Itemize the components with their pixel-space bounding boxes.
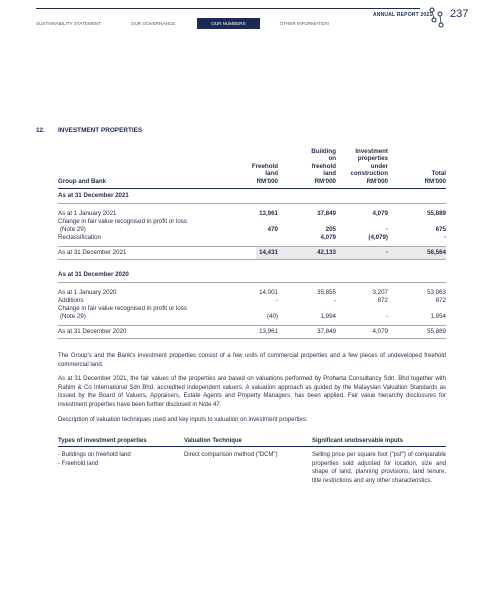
col-header-total: Total RM'000 bbox=[424, 170, 446, 185]
row-label: As at 1 January 2021 bbox=[58, 210, 117, 217]
table-row bbox=[58, 305, 446, 313]
row-label: Change in fair value recognised in profit or loss bbox=[58, 218, 187, 225]
nav-tab-governance[interactable]: OUR GOVERNANCE bbox=[131, 21, 176, 26]
cell: 55,889 bbox=[427, 210, 446, 217]
section-number: 12. bbox=[36, 127, 45, 134]
col-header-freehold-land: Freehold land RM'000 bbox=[251, 162, 278, 185]
cell: 872 bbox=[377, 297, 388, 304]
cell: 4,079 bbox=[372, 328, 388, 335]
table-row bbox=[58, 313, 446, 321]
paragraph: Description of valuation techniques used and key inputs to valuation on investment properties: bbox=[58, 416, 308, 423]
valuation-table-header bbox=[58, 436, 446, 447]
header-technique: Valuation Technique bbox=[184, 438, 242, 444]
cell: 4,079 bbox=[372, 210, 388, 217]
paragraph: The Group's and the Bank's investment properties consist of a few units of commercial properties and a few pieces of undeveloped freehold commercial land. bbox=[58, 353, 446, 368]
section-title bbox=[36, 127, 142, 134]
row-label: As at 31 December 2021 bbox=[58, 249, 127, 256]
cell: - bbox=[385, 249, 388, 256]
cell: 205 bbox=[325, 226, 336, 233]
col-header-building: Building on freehold land RM'000 bbox=[311, 147, 336, 185]
cell: 14,001 bbox=[259, 289, 278, 296]
top-rule bbox=[36, 8, 420, 9]
total-row-shade bbox=[256, 247, 446, 259]
cell: 470 bbox=[267, 226, 278, 233]
block-2021-heading: As at 31 December 2021 bbox=[58, 189, 446, 204]
paragraph: As at 31 December 2021, the fair values of the properties are based on valuations performed by Proharta Consultancy Sdn. Bhd together with Rahim & Co International Sdn Bhd, accredited independent valuers. A valuation approach as guided by the Malaysian Valuation Standards as issued by the Board of Valuers, Appraisers, Estate Agents and Property Managers, has been applied. Fair value hierarchy disclosures for investment properties have been further disclosed in Note 47. bbox=[58, 376, 446, 408]
row-label: (Note 29) bbox=[60, 313, 86, 320]
cell: 4,079 bbox=[320, 234, 336, 241]
cell: 1,994 bbox=[320, 313, 336, 320]
type-item: - Freehold land bbox=[58, 460, 99, 467]
table-header bbox=[58, 144, 446, 189]
block-2020-heading: As at 31 December 2020 bbox=[58, 268, 446, 283]
technique-cell: Direct comparison method ("DCM") bbox=[184, 452, 278, 458]
cell: - bbox=[443, 234, 446, 241]
row-label: As at 1 January 2020 bbox=[58, 289, 117, 296]
row-label: (Note 29) bbox=[60, 226, 86, 233]
cell: 55,889 bbox=[427, 328, 446, 335]
table-row bbox=[58, 218, 446, 226]
valuation-table-body bbox=[58, 451, 446, 521]
row-label: Change in fair value recognised in profit or loss bbox=[58, 305, 187, 312]
cell: 675 bbox=[435, 226, 446, 233]
cell: 13,961 bbox=[259, 210, 278, 217]
cell: (40) bbox=[266, 313, 278, 320]
annual-report-label: ANNUAL REPORT 2021 bbox=[373, 12, 433, 18]
cell: - bbox=[333, 297, 336, 304]
page-number: 237 bbox=[450, 8, 469, 20]
nav-tab-our-numbers[interactable]: OUR NUMBERS bbox=[197, 18, 259, 29]
cell: - bbox=[385, 226, 388, 233]
table-row bbox=[58, 289, 446, 297]
row-label: Additions bbox=[58, 297, 84, 304]
total-row-2021 bbox=[58, 246, 446, 260]
table-row bbox=[58, 234, 446, 242]
cell: 56,564 bbox=[427, 249, 446, 256]
table-row bbox=[58, 226, 446, 234]
cell: 37,849 bbox=[317, 210, 336, 217]
cell: 37,849 bbox=[317, 328, 336, 335]
cell: 14,431 bbox=[259, 249, 278, 256]
header-inputs: Significant unobservable inputs bbox=[312, 438, 404, 444]
row-label: As at 31 December 2020 bbox=[58, 328, 127, 335]
report-logo-icon bbox=[428, 6, 446, 30]
inputs-cell: Selling price per square foot ("psf") of comparable properties sold adjusted for location, size and shape of land, planning provisions, land tenure, title restrictions and any other characteristics. bbox=[312, 452, 446, 484]
cell: 42,133 bbox=[317, 249, 336, 256]
notes-paragraphs bbox=[58, 352, 446, 430]
type-item: - Buildings on freehold land bbox=[58, 452, 131, 458]
table-row bbox=[58, 210, 446, 218]
cell: (4,079) bbox=[368, 234, 388, 241]
cell: 13,961 bbox=[259, 328, 278, 335]
section-nav bbox=[36, 18, 359, 29]
cell: 35,855 bbox=[317, 289, 336, 296]
row-label: Reclassification bbox=[58, 234, 101, 241]
cell: - bbox=[275, 297, 278, 304]
cell: 872 bbox=[435, 297, 446, 304]
cell: - bbox=[385, 313, 388, 320]
valuation-techniques-table bbox=[58, 436, 446, 521]
cell: 53,063 bbox=[427, 289, 446, 296]
investment-properties-table bbox=[58, 144, 446, 339]
cell: 1,954 bbox=[430, 313, 446, 320]
types-cell bbox=[58, 451, 131, 468]
header-types: Types of investment properties bbox=[58, 438, 147, 444]
nav-tab-sustainability[interactable]: SUSTAINABILITY STATEMENT bbox=[36, 21, 102, 26]
table-row bbox=[58, 297, 446, 305]
nav-tab-other-information[interactable]: OTHER INFORMATION bbox=[279, 21, 329, 26]
section-title-text: INVESTMENT PROPERTIES bbox=[58, 127, 143, 134]
cell: 3,207 bbox=[372, 289, 388, 296]
col-header-under-construction: Investment properties under construction RM'000 bbox=[350, 147, 388, 185]
row-header-label: Group and Bank bbox=[58, 178, 107, 185]
total-row-2020 bbox=[58, 325, 446, 339]
